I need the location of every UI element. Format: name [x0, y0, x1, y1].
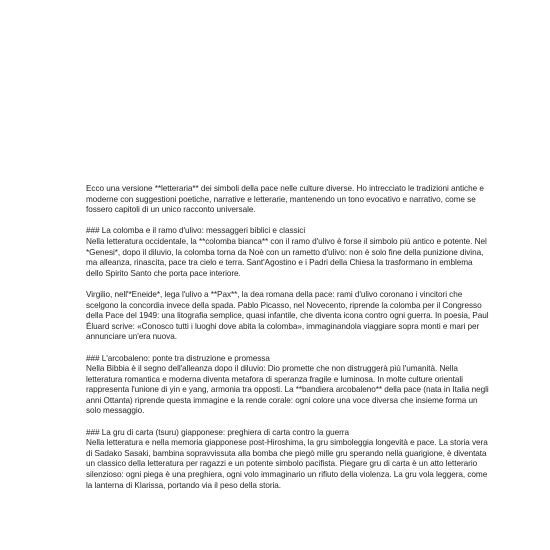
section-dove-paragraph: ### La colomba e il ramo d'ulivo: messaggeri biblici e classici Nella letteratura occidentale, la **colomba bianca** con il ramo d'ulivo è forse il simbolo più antico e potente. Nel *Genesi*, dopo il diluvio, la colomba torna da Noè con un rametto d'ulivo: non è solo fine della punizione divina, ma alleanza, rinascita, pace tra cielo e terra. Sant'Agostino e i Padri della Chiesa la trasformano in emblema dello Spirito Santo che porta pace interiore.	[86, 226, 487, 278]
section-crane-paragraph: ### La gru di carta (tsuru) giapponese: preghiera di carta contro la guerra Nella letteratura e nella memoria giapponese post-Hiroshima, la gru simboleggia longevità e pace. La storia vera di Sadako Sasaki, bambina sopravvissuta alla bomba che piegò mille gru sperando nella guarigione, è diventata un classico della letteratura per ragazzi e un potente simbolo pacifista. Piegare gru di carta è un atto letterario silenzioso: ogni piega è una preghiera, ogni volo immaginario un rifiuto della violenza. La gru vola leggera, come la lanterna di Klarissa, portando via il peso della storia.	[86, 427, 488, 490]
intro-paragraph: Ecco una versione **letteraria** dei simboli della pace nelle culture diverse. Ho intrecciato le tradizioni antiche e moderne con suggestioni poetiche, narrative e letterarie, mantenendo un tono evocativo e narrativo, come se fossero capitoli di un unico racconto universale.	[86, 184, 484, 215]
section-dove-continued-paragraph: Virgilio, nell'*Eneide*, lega l'ulivo a **Pax**, la dea romana della pace: rami d'ulivo coronano i vincitori che scelgono la concordia invece della spada. Pablo Picasso, nel Novecento, riprende la colomba per il Congresso della Pace del 1949: una litografia semplice, quasi infantile, che diventa icona contro ogni guerra. In poesia, Paul Éluard scrive: «Conosco tutti i luoghi dove abita la colomba», immaginandola viaggiare sopra monti e mari per annunciare un'era nuova.	[86, 289, 489, 342]
section-rainbow-paragraph: ### L'arcobaleno: ponte tra distruzione e promessa Nella Bibbia è il segno dell'alleanza dopo il diluvio: Dio promette che non distruggerà più l'umanità. Nella letteratura romantica e moderna diventa metafora di speranza fragile e luminosa. In molte culture orientali rappresenta l'unione di yin e yang, armonia tra opposti. La **bandiera arcobaleno** della pace (nata in Italia negli anni Ottanta) riprende questa immagine e la rende corale: ogni colore una voce diversa che insieme forma un solo messaggio.	[86, 353, 489, 416]
document-body	[86, 184, 490, 491]
